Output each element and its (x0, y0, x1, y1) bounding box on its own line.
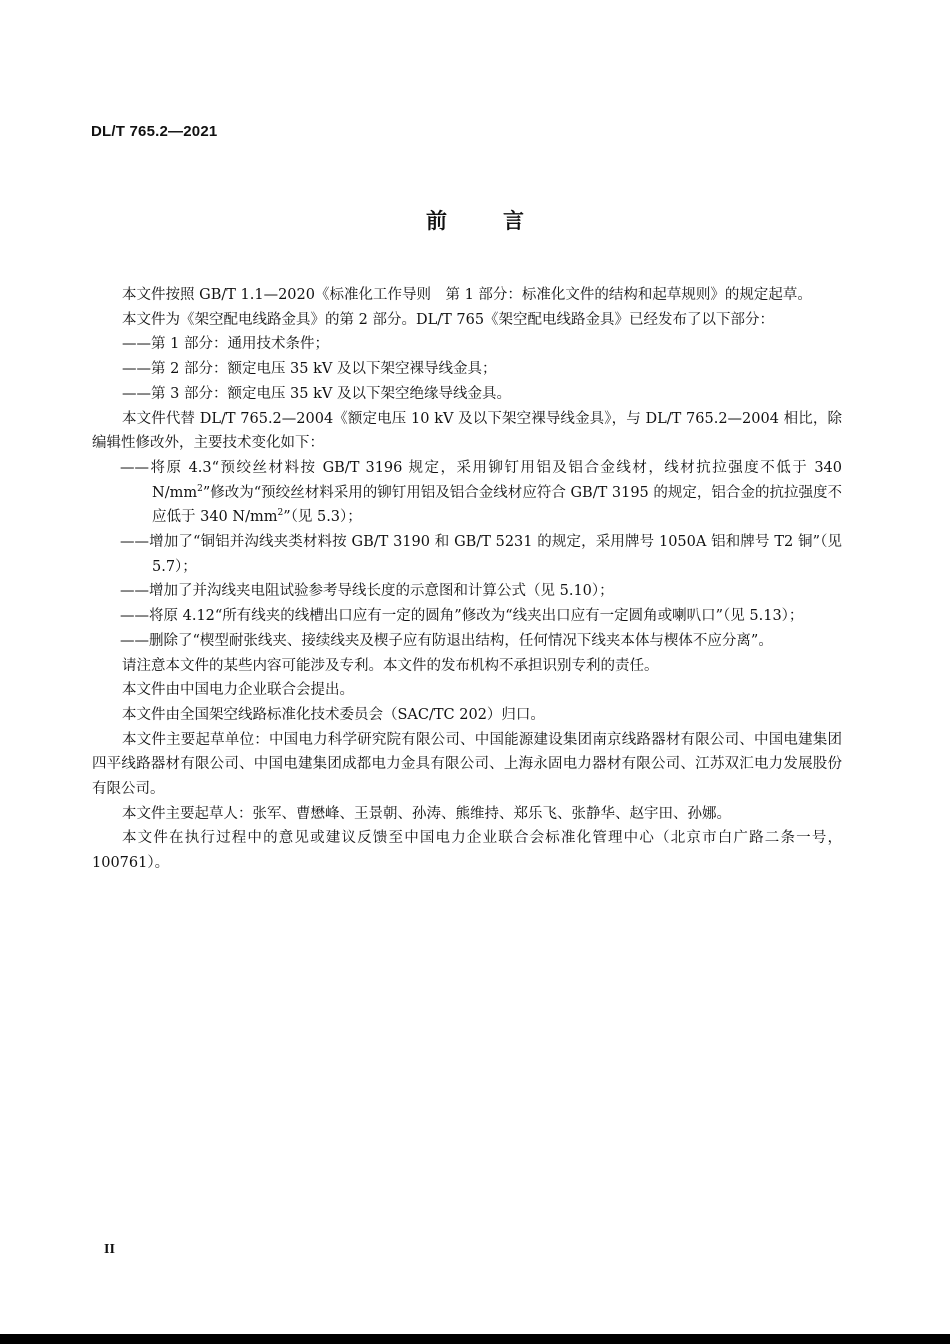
paragraph-feedback: 本文件在执行过程中的意见或建议反馈至中国电力企业联合会标准化管理中心（北京市白广路二条一号，100761）。 (92, 830, 842, 872)
list-item-change-5: ——删除了“楔型耐张线夹、接续线夹及楔子应有防退出结构，任何情况下线夹本体与楔体不应分离”。 (120, 632, 773, 649)
list-item-part-1: ——第 1 部分：通用技术条件； (122, 336, 329, 353)
list-item-change-3: ——增加了并沟线夹电阻试验参考导线长度的示意图和计算公式（见 5.10）； (120, 583, 614, 600)
foreword-body (92, 283, 842, 876)
paragraph-patent-notice: 请注意本文件的某些内容可能涉及专利。本文件的发布机构不承担识别专利的责任。 (122, 657, 659, 674)
change-1-text-a: ——将原 4.3“预绞丝材料按 GB/T 3196 规定，采用铆钉用铝及铝合金线材，线材抗拉强度不低于 340 N/mm (120, 459, 842, 501)
change-1-text-c: ”（见 5.3）； (283, 509, 362, 526)
paragraph-drafting-basis: 本文件按照 GB/T 1.1—2020《标准化工作导则 第 1 部分：标准化文件的结构和起草规则》的规定起草。 (122, 287, 812, 303)
list-item-change-1 (92, 456, 842, 530)
paragraph-drafting-units: 本文件主要起草单位：中国电力科学研究院有限公司、中国能源建设集团南京线路器材有限公司、中国电建集团四平线路器材有限公司、中国电建集团成都电力金具有限公司、上海永固电力器材有限公司、江苏双汇电力发展股份有限公司。 (92, 731, 842, 798)
paragraph-replacement: 本文件代替 DL/T 765.2—2004《额定电压 10 kV 及以下架空裸导线金具》，与 DL/T 765.2—2004 相比，除编辑性修改外，主要技术变化如下： (92, 410, 842, 452)
list-item-change-4: ——将原 4.12“所有线夹的线槽出口应有一定的圆角”修改为“线夹出口应有一定圆角或喇叭口”（见 5.13）； (120, 608, 804, 625)
change-1-superscript-2: 2 (277, 508, 284, 519)
title-char-1: 前 (426, 209, 447, 233)
change-1-text-b: ”修改为“预绞丝材料采用的铆钉用铝及铝合金线材应符合 GB/T 3195 的规定，铝合金的抗拉强度不应低于 340 N/mm (152, 484, 842, 526)
list-item-part-3: ——第 3 部分：额定电压 35 kV 及以下架空绝缘导线金具。 (122, 385, 511, 402)
title-char-2: 言 (503, 209, 524, 233)
paragraph-committee: 本文件由全国架空线路标准化技术委员会（SAC/TC 202）归口。 (122, 706, 545, 723)
paragraph-proposer: 本文件由中国电力企业联合会提出。 (122, 682, 354, 699)
page-title (0, 205, 950, 235)
change-1-superscript-1: 2 (197, 483, 203, 494)
bottom-border (0, 1334, 950, 1344)
list-item-change-2: ——增加了“铜铝并沟线夹类材料按 GB/T 3190 和 GB/T 5231 的规定，采用牌号 1050A 铝和牌号 T2 铜”（见 5.7）； (120, 534, 842, 575)
standard-code: DL/T 765.2—2021 (91, 123, 218, 140)
list-item-part-2: ——第 2 部分：额定电压 35 kV 及以下架空裸导线金具； (122, 361, 497, 378)
page-number: II (104, 1242, 115, 1257)
paragraph-series-intro: 本文件为《架空配电线路金具》的第 2 部分。DL/T 765《架空配电线路金具》已经发布了以下部分： (122, 311, 775, 328)
paragraph-drafters: 本文件主要起草人：张军、曹懋峰、王景朝、孙涛、熊维持、郑乐飞、张静华、赵宇田、孙娜。 (122, 805, 731, 822)
